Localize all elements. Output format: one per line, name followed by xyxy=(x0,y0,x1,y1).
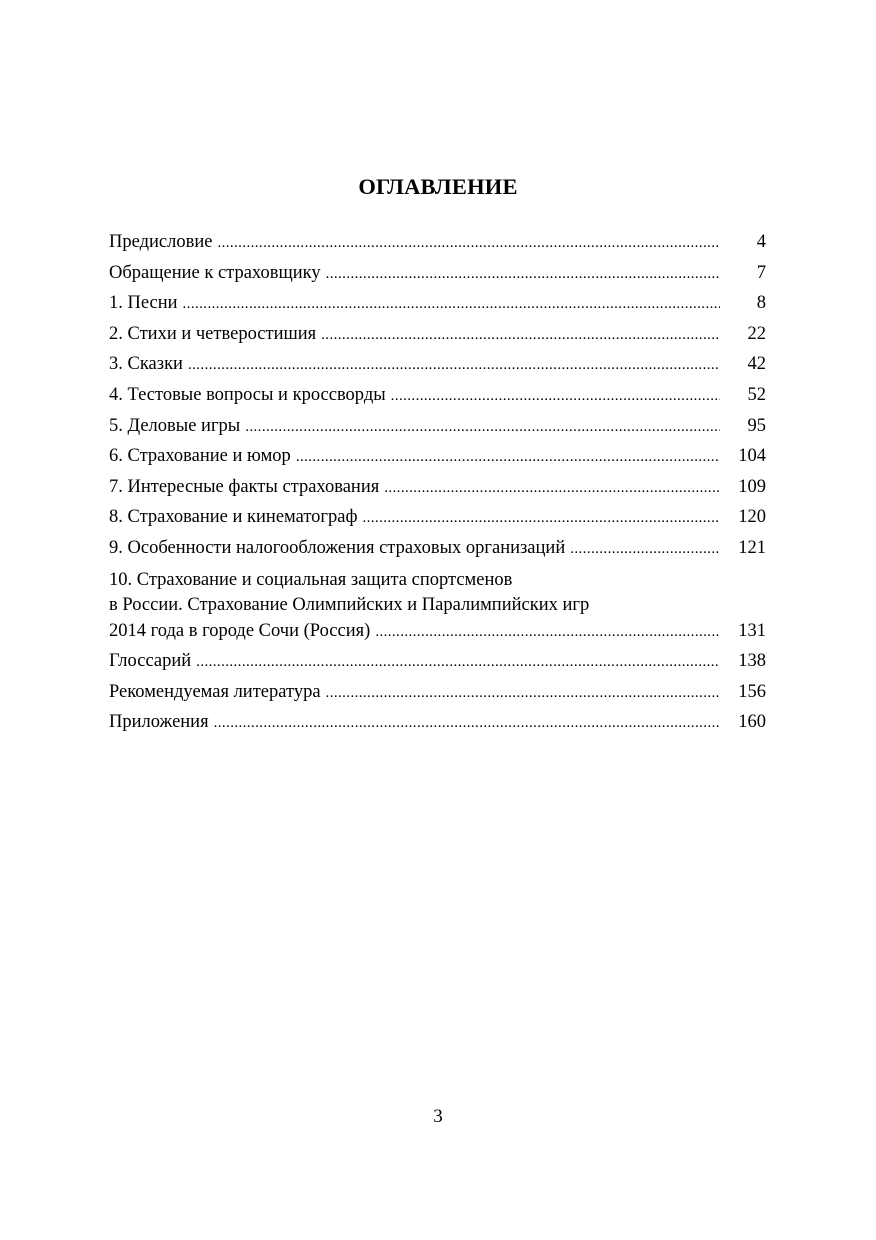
toc-entry-page: 52 xyxy=(747,384,766,405)
toc-entry-title: 5. Деловые игры xyxy=(109,415,241,436)
toc-entry-glossary[interactable] xyxy=(109,647,766,678)
toc-entry-page: 121 xyxy=(738,537,766,558)
toc-entry-page: 104 xyxy=(738,446,766,467)
toc-entry-page: 120 xyxy=(738,507,766,528)
dot-leader xyxy=(214,709,720,739)
toc-entry-taxation[interactable] xyxy=(109,534,766,565)
toc-entry-business-games[interactable] xyxy=(109,412,766,443)
dot-leader xyxy=(245,413,720,443)
dot-leader xyxy=(321,321,720,351)
toc-entry-page: 95 xyxy=(747,415,766,436)
toc-entry-title: 4. Тестовые вопросы и кроссворды xyxy=(109,384,386,405)
toc-entry-page: 160 xyxy=(738,712,766,733)
toc-entry-title: 9. Особенности налогообложения страховых организаций xyxy=(109,537,566,558)
toc-entry-title: 2014 года в городе Сочи (Россия) xyxy=(109,620,371,641)
toc-entry-tests[interactable] xyxy=(109,381,766,412)
page-title: ОГЛАВЛЕНИЕ xyxy=(358,174,518,199)
toc-entry-sports[interactable] xyxy=(109,565,766,648)
toc-entry-title: 2. Стихи и четверостишия xyxy=(109,323,317,344)
toc-entry-facts[interactable] xyxy=(109,473,766,504)
toc-entry-page: 42 xyxy=(747,354,766,375)
toc-entry-page: 22 xyxy=(747,323,766,344)
toc-entry-title-line: 10. Страхование и социальная защита спортсменов xyxy=(109,569,513,590)
toc-entry-page: 7 xyxy=(756,262,766,283)
dot-leader xyxy=(183,290,720,320)
toc-entry-page: 109 xyxy=(738,476,766,497)
dot-leader xyxy=(384,474,720,504)
toc-entry-humor[interactable] xyxy=(109,442,766,473)
toc-entry-title: 8. Страхование и кинематограф xyxy=(109,507,358,528)
dot-leader xyxy=(375,620,720,646)
toc-entry-page: 156 xyxy=(738,681,766,702)
toc-entry-title: Рекомендуемая литература xyxy=(109,681,321,702)
dot-leader xyxy=(196,648,720,678)
toc-entry-tales[interactable] xyxy=(109,350,766,381)
toc-entry-title: 3. Сказки xyxy=(109,354,183,375)
dot-leader xyxy=(188,351,720,381)
table-of-contents xyxy=(109,228,766,739)
toc-entry-address[interactable] xyxy=(109,259,766,290)
toc-entry-preface[interactable] xyxy=(109,228,766,259)
toc-entry-page: 4 xyxy=(756,232,766,252)
toc-entry-poems[interactable] xyxy=(109,320,766,351)
dot-leader xyxy=(217,229,720,259)
dot-leader xyxy=(326,260,720,290)
toc-entry-page: 138 xyxy=(738,651,766,672)
toc-entry-literature[interactable] xyxy=(109,678,766,709)
toc-entry-title: Приложения xyxy=(109,712,209,733)
dot-leader xyxy=(296,443,720,473)
toc-entry-title-line: в России. Страхование Олимпийских и Паралимпийских игр xyxy=(109,595,590,616)
toc-entry-title: 6. Страхование и юмор xyxy=(109,446,291,467)
toc-entry-page: 8 xyxy=(756,293,766,314)
toc-entry-title: 7. Интересные факты страхования xyxy=(109,476,380,497)
dot-leader xyxy=(391,382,720,412)
toc-entry-title: Обращение к страховщику xyxy=(109,262,321,283)
toc-entry-appendices[interactable] xyxy=(109,708,766,739)
toc-entry-title: 1. Песни xyxy=(109,293,178,314)
toc-entry-songs[interactable] xyxy=(109,289,766,320)
dot-leader xyxy=(570,535,720,565)
toc-entry-cinema[interactable] xyxy=(109,503,766,534)
toc-entry-page: 131 xyxy=(738,620,766,641)
toc-entry-title: Глоссарий xyxy=(109,651,192,672)
dot-leader xyxy=(326,679,720,709)
page-number: 3 xyxy=(433,1106,443,1127)
toc-entry-title: Предисловие xyxy=(109,232,213,252)
dot-leader xyxy=(362,504,720,534)
